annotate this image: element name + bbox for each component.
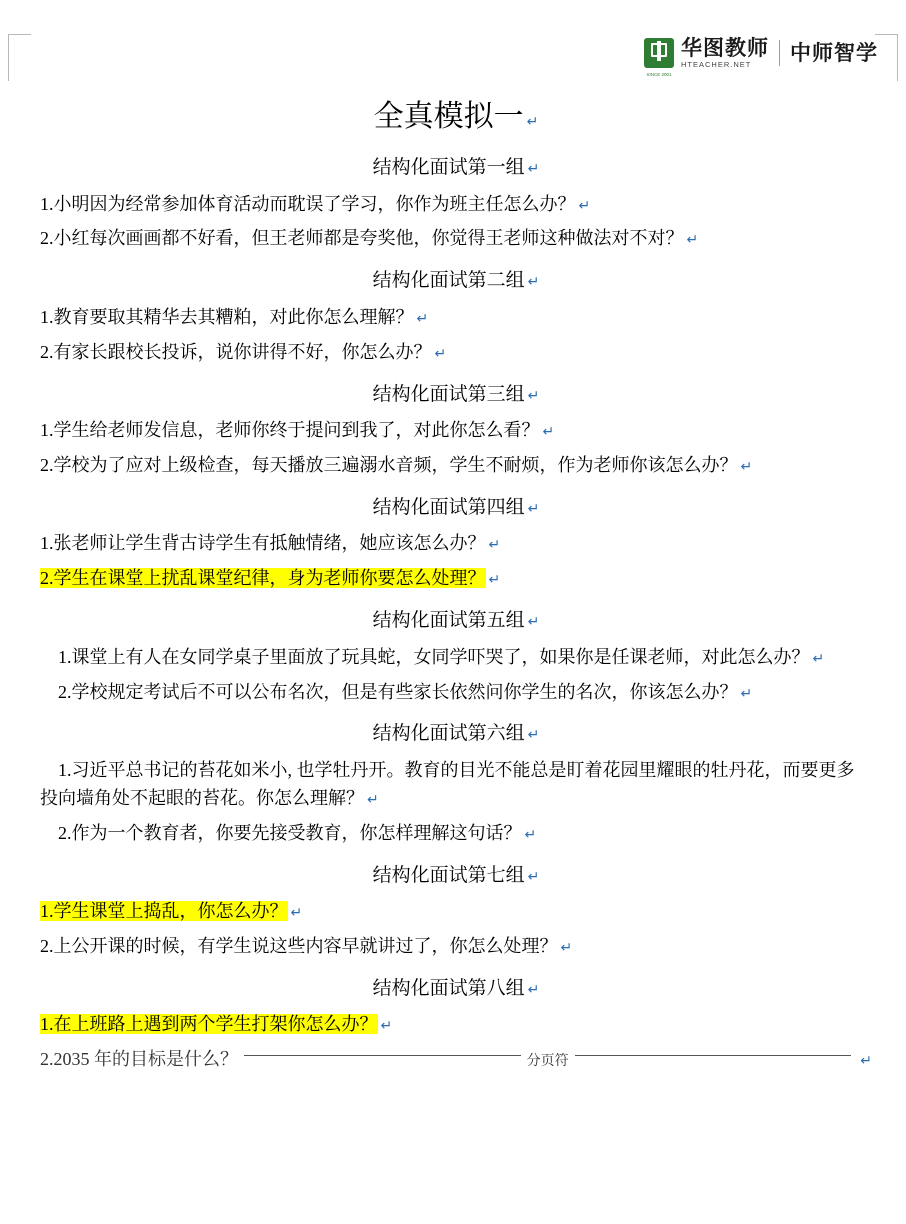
document-body <box>40 96 872 1074</box>
group-heading-text: 结构化面试第三组 <box>372 383 525 405</box>
question-text: 1.习近平总书记的苔花如米小, 也学牡丹开。教育的目光不能总是盯着花园里耀眼的牡丹花，而要更多投向墙角处不起眼的苔花。你怎么理解？ <box>40 759 855 808</box>
crop-mark-top-left <box>8 34 31 81</box>
pilcrow-mark: ↵ <box>524 825 537 842</box>
logo-badge-sub: SINCE 2001 <box>646 72 672 77</box>
group-heading-text: 结构化面试第一组 <box>372 157 525 178</box>
pilcrow-mark: ↵ <box>686 231 699 248</box>
question-text: 1.教育要取其精华去其糟粕，对此你怎么理解？ <box>40 306 414 327</box>
page-break-marker <box>40 1046 872 1074</box>
question-text: 1.小明因为经常参加体育活动而耽误了学习，你作为班主任怎么办？ <box>40 193 576 214</box>
pilcrow-mark: ↵ <box>527 499 540 516</box>
page-break-rule-left <box>244 1054 521 1056</box>
group-list <box>40 154 872 1074</box>
pilcrow-mark: ↵ <box>380 1017 393 1034</box>
pilcrow-mark: ↵ <box>812 649 825 666</box>
group-heading-text: 结构化面试第七组 <box>372 864 525 886</box>
pilcrow-mark: ↵ <box>527 980 540 997</box>
question-text: 2.2035 年的目标是什么？ <box>40 1049 238 1070</box>
group-heading <box>40 862 872 891</box>
brand-name: 华图教师 <box>681 36 769 60</box>
pilcrow-mark: ↵ <box>434 344 447 361</box>
pilcrow-mark: ↵ <box>740 457 753 474</box>
pilcrow-mark: ↵ <box>860 1051 873 1068</box>
question-text: 2.学校为了应对上级检查，每天播放三遍溺水音频，学生不耐烦，作为老师你该怎么办？ <box>40 454 738 475</box>
page-break-rule-right <box>575 1054 852 1056</box>
pilcrow-mark: ↵ <box>527 867 540 884</box>
crop-mark-top-right <box>875 34 898 81</box>
group-heading <box>40 267 872 296</box>
question-line <box>40 191 872 219</box>
pilcrow-mark: ↵ <box>416 309 429 326</box>
question-line <box>40 1046 238 1074</box>
pilcrow-mark: ↵ <box>367 790 379 807</box>
pilcrow-mark: ↵ <box>560 938 573 955</box>
question-text: 1.张老师让学生背古诗学生有抵触情绪，她应该怎么办？ <box>40 533 486 554</box>
pilcrow-mark: ↵ <box>527 273 540 290</box>
question-line <box>40 933 872 961</box>
huatu-logo-icon <box>644 38 674 77</box>
pilcrow-mark: ↵ <box>527 613 540 630</box>
group-heading <box>40 494 872 523</box>
group-heading <box>40 607 872 636</box>
group-heading <box>40 154 872 183</box>
question-line <box>40 1011 872 1039</box>
brand-name-secondary: 中师智学 <box>790 41 878 65</box>
page-title-text: 全真模拟一 <box>373 100 524 133</box>
pilcrow-mark: ↵ <box>527 726 540 743</box>
pilcrow-mark: ↵ <box>526 113 539 129</box>
question-text: 2.有家长跟校长投诉，说你讲得不好，你怎么办？ <box>40 341 432 362</box>
question-line <box>40 679 872 707</box>
question-line <box>40 530 872 558</box>
pilcrow-mark: ↵ <box>740 684 753 701</box>
question-text: 2.小红每次画画都不好看，但王老师都是夸奖他，你觉得王老师这种做法对不对？ <box>40 228 684 249</box>
page-title <box>40 96 872 138</box>
pilcrow-mark: ↵ <box>578 196 591 213</box>
pilcrow-mark: ↵ <box>290 904 303 921</box>
question-text: 1.学生给老师发信息，老师你终于提问到我了，对此你怎么看？ <box>40 420 540 441</box>
pilcrow-mark: ↵ <box>542 423 555 440</box>
group-heading-text: 结构化面试第八组 <box>372 977 525 999</box>
brand-divider <box>779 40 780 66</box>
group-heading-text: 结构化面试第五组 <box>372 610 525 632</box>
question-line <box>40 757 872 813</box>
page-break-label: 分页符 <box>526 1054 569 1070</box>
group-heading <box>40 720 872 749</box>
question-line <box>40 452 872 480</box>
question-line <box>40 820 872 848</box>
question-text-highlighted: 1.在上班路上遇到两个学生打架你怎么办？ <box>40 1014 378 1035</box>
question-line <box>40 898 872 926</box>
question-line <box>40 339 872 367</box>
question-line <box>40 417 872 445</box>
brand-logo <box>644 36 878 77</box>
question-line <box>40 644 872 672</box>
question-line <box>40 565 872 593</box>
brand-domain: HTEACHER.NET <box>681 59 752 69</box>
brand-left-text <box>681 38 769 69</box>
question-line <box>40 304 872 332</box>
question-line <box>40 225 872 253</box>
pilcrow-mark: ↵ <box>527 160 540 176</box>
pilcrow-mark: ↵ <box>527 386 540 403</box>
question-text: 2.上公开课的时候，有学生说这些内容早就讲过了，你怎么处理？ <box>40 935 558 956</box>
group-heading-text: 结构化面试第六组 <box>372 723 525 745</box>
group-heading <box>40 975 872 1004</box>
question-text-highlighted: 1.学生课堂上捣乱，你怎么办？ <box>40 901 288 922</box>
group-heading <box>40 381 872 410</box>
group-heading-text: 结构化面试第二组 <box>372 270 525 292</box>
pilcrow-mark: ↵ <box>488 536 501 553</box>
question-text: 2.作为一个教育者，你要先接受教育，你怎样理解这句话？ <box>58 822 522 843</box>
question-text: 1.课堂上有人在女同学桌子里面放了玩具蛇，女同学吓哭了，如果你是任课老师，对此怎么办？ <box>58 646 810 667</box>
pilcrow-mark: ↵ <box>488 571 501 588</box>
question-text: 2.学校规定考试后不可以公布名次，但是有些家长依然问你学生的名次，你该怎么办？ <box>58 681 738 702</box>
group-heading-text: 结构化面试第四组 <box>372 496 525 518</box>
question-text-highlighted: 2.学生在课堂上扰乱课堂纪律，身为老师你要怎么处理？ <box>40 568 486 589</box>
